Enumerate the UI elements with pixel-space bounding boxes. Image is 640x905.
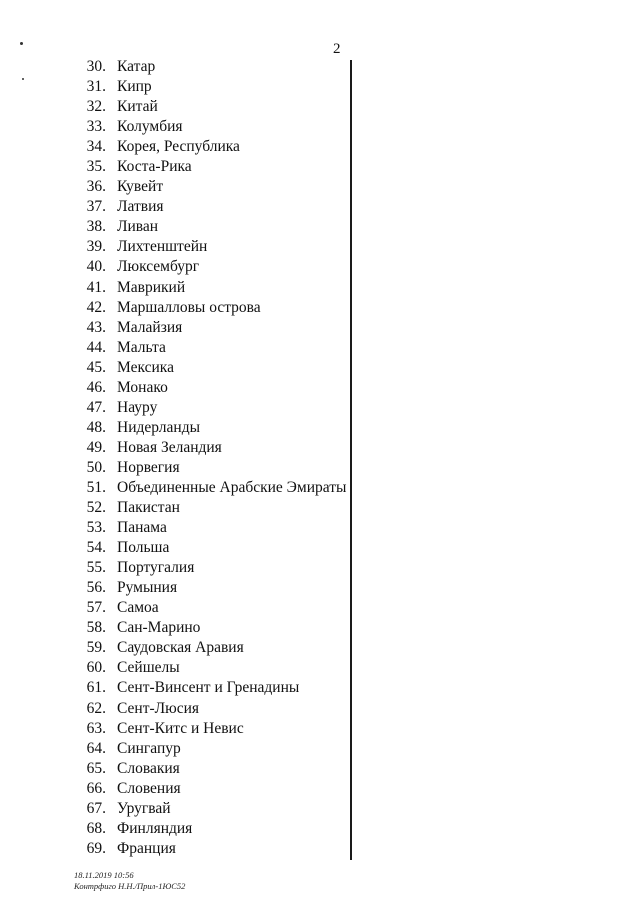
list-item-country-name: Франция xyxy=(117,839,176,857)
list-item xyxy=(78,658,346,678)
list-item xyxy=(78,97,346,117)
list-item-country-name: Ливан xyxy=(117,218,159,236)
list-item xyxy=(78,759,346,779)
list-item-country-name: Португалия xyxy=(117,559,195,577)
list-item-number: 48. xyxy=(86,418,106,436)
list-item-country-name: Польша xyxy=(117,539,170,557)
list-item-number: 37. xyxy=(86,198,106,216)
list-item xyxy=(78,358,346,378)
list-item-number: 65. xyxy=(86,759,106,777)
list-item-number: 35. xyxy=(86,158,106,176)
list-item xyxy=(78,278,346,298)
list-item-country-name: Катар xyxy=(117,58,156,75)
list-item xyxy=(78,719,346,739)
list-item xyxy=(78,478,346,498)
list-item-country-name: Кувейт xyxy=(117,178,164,196)
list-item xyxy=(78,318,346,338)
list-item-country-name: Сингапур xyxy=(117,739,181,757)
list-item-country-name: Объединенные Арабские Эмираты xyxy=(117,478,347,496)
page-number: 2 xyxy=(333,41,341,57)
list-item-number: 68. xyxy=(86,819,106,837)
list-item-number: 47. xyxy=(86,398,106,416)
list-item-number: 41. xyxy=(86,278,106,296)
list-item-number: 62. xyxy=(86,699,106,717)
list-item-number: 57. xyxy=(86,599,106,617)
list-item-number: 45. xyxy=(86,358,106,376)
list-item-number: 39. xyxy=(86,238,106,256)
list-item xyxy=(78,779,346,799)
list-item-number: 51. xyxy=(86,478,106,496)
footer-file-reference: Контрфиго Н.Н./Прил-1ЮС52 xyxy=(74,881,186,891)
list-item-number: 66. xyxy=(86,779,106,797)
list-item xyxy=(78,839,346,859)
list-item-country-name: Саудовская Аравия xyxy=(117,639,244,657)
list-item-country-name: Маврикий xyxy=(117,278,186,296)
list-item-number: 54. xyxy=(86,539,106,557)
list-item xyxy=(78,418,346,438)
list-item-country-name: Нидерланды xyxy=(117,418,201,436)
list-item-country-name: Малайзия xyxy=(117,318,183,336)
list-item xyxy=(78,819,346,839)
list-item-number: 36. xyxy=(86,178,106,196)
list-item-country-name: Словакия xyxy=(117,759,180,777)
scan-speck xyxy=(20,42,23,45)
list-item-country-name: Маршалловы острова xyxy=(117,298,261,316)
list-item xyxy=(78,498,346,518)
list-item xyxy=(78,458,346,478)
list-item xyxy=(78,378,346,398)
list-item xyxy=(78,538,346,558)
list-item-country-name: Самоа xyxy=(117,599,159,617)
list-item-country-name: Кипр xyxy=(117,78,152,96)
list-item-number: 53. xyxy=(86,519,106,537)
list-item-number: 61. xyxy=(86,679,106,697)
list-item-number: 60. xyxy=(86,659,106,677)
list-item-country-name: Лихтенштейн xyxy=(117,238,208,256)
list-item xyxy=(78,177,346,197)
country-list xyxy=(78,57,346,859)
footer-stamp xyxy=(74,870,185,892)
list-item-country-name: Сан-Марино xyxy=(117,619,201,637)
list-item-country-name: Латвия xyxy=(117,198,164,216)
list-item xyxy=(78,338,346,358)
list-item-number: 49. xyxy=(86,438,106,456)
list-item-number: 33. xyxy=(86,118,106,136)
list-item xyxy=(78,739,346,759)
list-item xyxy=(78,699,346,719)
list-item-number: 43. xyxy=(86,318,106,336)
list-item xyxy=(78,558,346,578)
list-item-country-name: Монако xyxy=(117,378,168,396)
list-item xyxy=(78,438,346,458)
list-item-number: 64. xyxy=(86,739,106,757)
list-item-number: 50. xyxy=(86,458,106,476)
list-item xyxy=(78,518,346,538)
list-item-number: 63. xyxy=(86,719,106,737)
list-item-country-name: Новая Зеландия xyxy=(117,438,222,456)
list-item xyxy=(78,257,346,277)
list-item-number: 56. xyxy=(86,579,106,597)
list-item xyxy=(78,398,346,418)
list-item-number: 38. xyxy=(86,218,106,236)
list-item-country-name: Пакистан xyxy=(117,499,180,517)
list-item-country-name: Норвегия xyxy=(117,458,180,476)
list-item-number: 31. xyxy=(86,78,106,96)
list-item-number: 55. xyxy=(86,559,106,577)
list-item xyxy=(78,137,346,157)
list-item-number: 46. xyxy=(86,378,106,396)
list-item-number: 40. xyxy=(86,258,106,276)
list-item-number: 52. xyxy=(86,499,106,517)
list-item xyxy=(78,298,346,318)
list-item-number: 32. xyxy=(86,98,106,116)
list-item-country-name: Китай xyxy=(117,98,158,116)
list-item-number: 69. xyxy=(86,839,106,857)
list-item xyxy=(78,117,346,137)
list-item-country-name: Сейшелы xyxy=(117,659,180,677)
list-item xyxy=(78,197,346,217)
list-item xyxy=(78,77,346,97)
list-item-number: 67. xyxy=(86,799,106,817)
list-item xyxy=(78,799,346,819)
list-item xyxy=(78,598,346,618)
list-item-number: 59. xyxy=(86,639,106,657)
list-item-country-name: Люксембург xyxy=(117,258,200,276)
list-item-country-name: Словения xyxy=(117,779,181,797)
list-item-number: 34. xyxy=(86,138,106,156)
footer-timestamp: 18.11.2019 10:56 xyxy=(74,870,134,880)
list-item-country-name: Колумбия xyxy=(117,118,183,136)
list-item-country-name: Панама xyxy=(117,519,167,537)
list-item-number: 44. xyxy=(86,338,106,356)
list-item xyxy=(78,217,346,237)
list-item-country-name: Румыния xyxy=(117,579,178,597)
list-item-country-name: Финляндия xyxy=(117,819,193,837)
list-item xyxy=(78,638,346,658)
list-item xyxy=(78,578,346,598)
list-item-country-name: Мексика xyxy=(117,358,174,376)
list-item xyxy=(78,157,346,177)
list-item-number: 30. xyxy=(86,58,106,75)
scan-speck xyxy=(22,78,24,80)
list-item-country-name: Сент-Люсия xyxy=(117,699,200,717)
list-item xyxy=(78,618,346,638)
list-item xyxy=(78,678,346,698)
list-item-number: 42. xyxy=(86,298,106,316)
list-item-country-name: Уругвай xyxy=(117,799,171,817)
list-item-country-name: Науру xyxy=(117,398,158,416)
list-item xyxy=(78,57,346,77)
list-item-country-name: Корея, Республика xyxy=(117,138,240,156)
list-item-number: 58. xyxy=(86,619,106,637)
list-item-country-name: Сент-Китс и Невис xyxy=(117,719,244,737)
list-item-country-name: Коста-Рика xyxy=(117,158,192,176)
list-item-country-name: Сент-Винсент и Гренадины xyxy=(117,679,300,697)
list-item-country-name: Мальта xyxy=(117,338,166,356)
vertical-margin-rule xyxy=(350,60,352,860)
list-item xyxy=(78,237,346,257)
